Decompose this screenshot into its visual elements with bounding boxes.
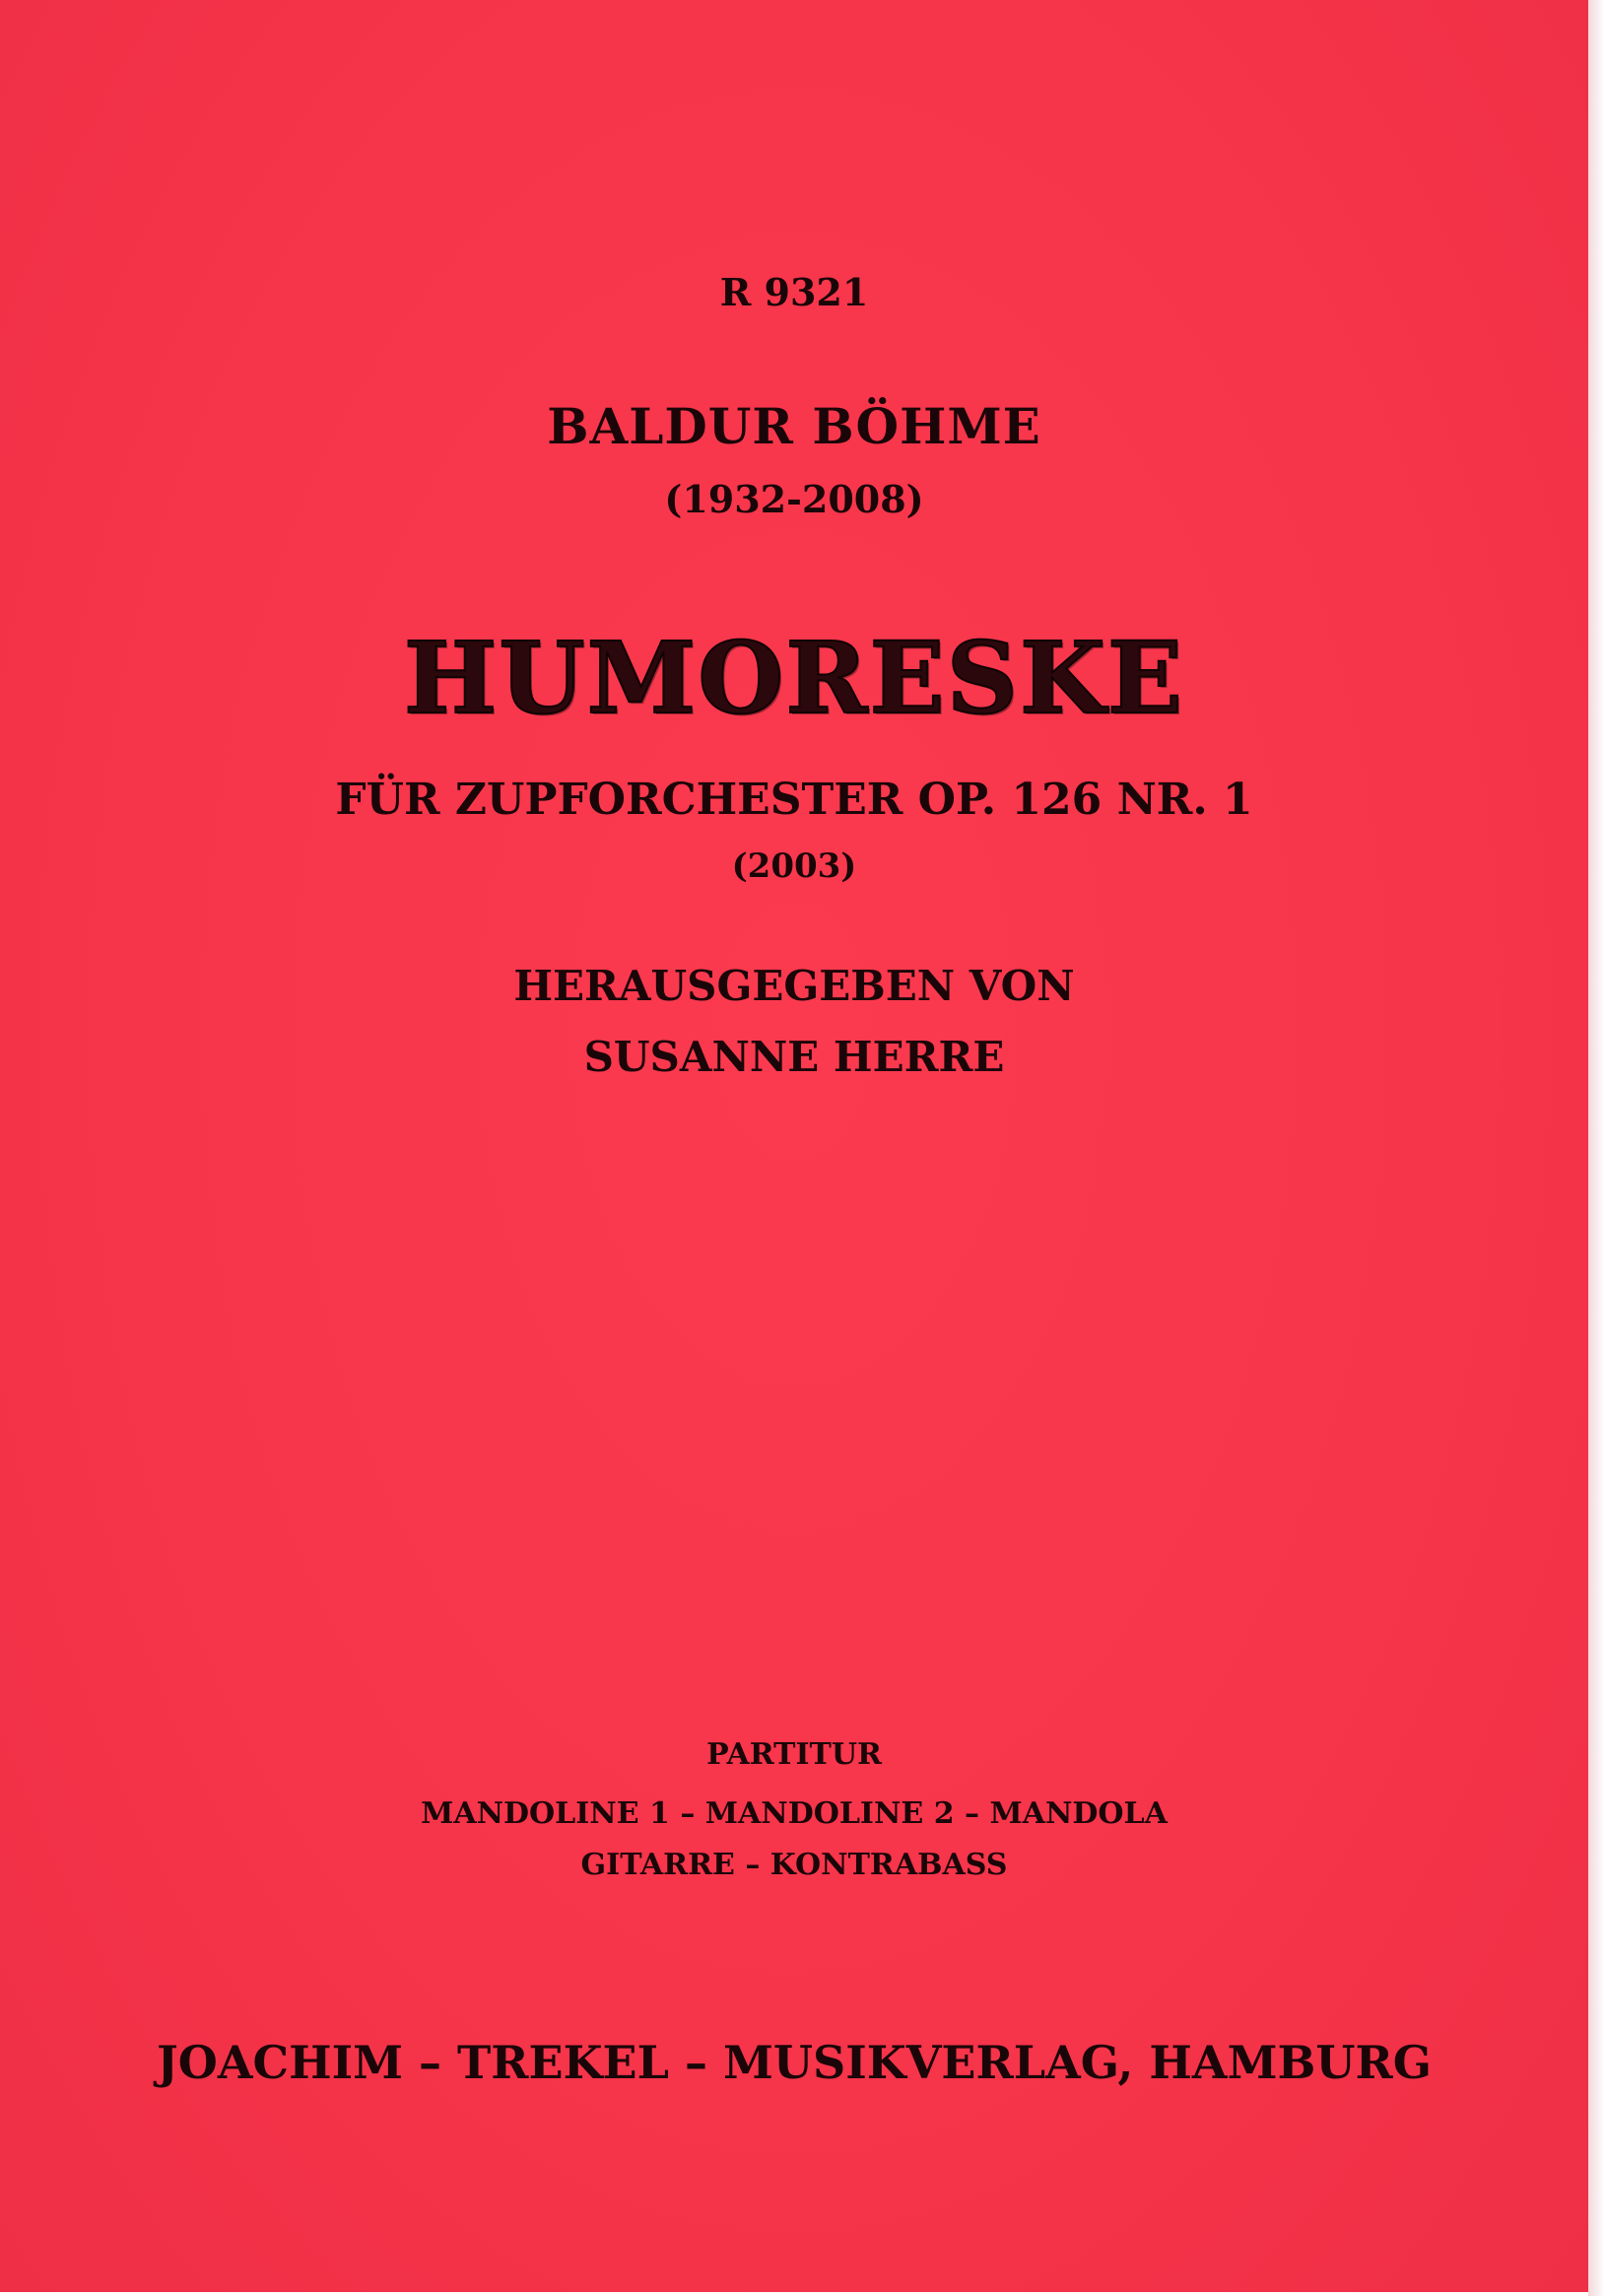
- catalog-number: R 9321: [719, 270, 869, 314]
- subtitle: FÜR ZUPFORCHESTER OP. 126 NR. 1: [335, 775, 1253, 825]
- instrumentation-line-1: MANDOLINE 1 – MANDOLINE 2 – MANDOLA: [421, 1796, 1168, 1831]
- instrumentation-line-2: GITARRE – KONTRABASS: [580, 1848, 1008, 1882]
- composer-name: BALDUR BÖHME: [547, 397, 1041, 455]
- composition-year: (2003): [731, 846, 857, 886]
- composer-dates: (1932-2008): [664, 477, 924, 521]
- editor-label: HERAUSGEGEBEN VON: [513, 962, 1075, 1010]
- page-title: HUMORESKE: [403, 620, 1185, 736]
- editor-name: SUSANNE HERRE: [583, 1033, 1005, 1081]
- score-type: PARTITUR: [706, 1737, 882, 1772]
- publisher: JOACHIM – TREKEL – MUSIKVERLAG, HAMBURG: [156, 2036, 1433, 2089]
- page-edge: [1588, 0, 1605, 2296]
